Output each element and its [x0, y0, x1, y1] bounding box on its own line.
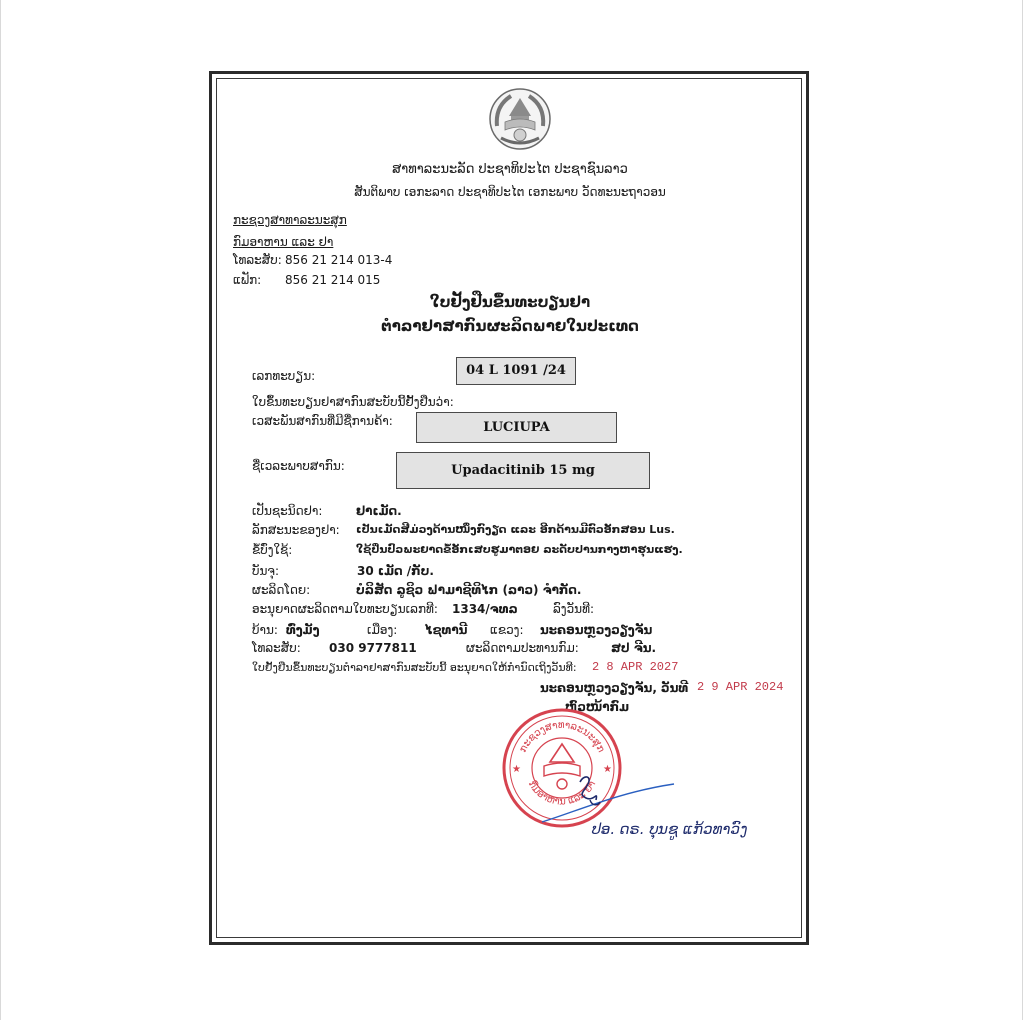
registration-number-label: ເລກທະບຽນ:: [252, 369, 316, 383]
indication-label: ຂໍ້ບົ່ງໃຊ້:: [252, 543, 293, 557]
country-line: ສາທາລະນະລັດ ປະຊາທິປະໄຕ ປະຊາຊົນລາວ: [392, 162, 628, 177]
village-value: ທົ່ງມັງ: [286, 623, 320, 637]
department-name: ກົມອາຫານ ແລະ ຢາ: [233, 235, 334, 249]
signer-name: ປອ. ດຣ. ບຸນຊູ ແກ້ວທາວົງ: [592, 820, 748, 838]
certify-text: ໃບຂຶ້ນທະບຽນຢາສາກົນສະບັບນີ້ຢັ້ງຢືນວ່າ:: [252, 395, 454, 409]
certificate-title-line2: ຕຳລາຢາສາກົນຜະລິດພາຍໃນປະເທດ: [381, 317, 639, 335]
origin-value: ສປ ຈີນ.: [611, 641, 657, 655]
form-value: ຢາເມັດ.: [356, 504, 402, 518]
license-value: 1334/ຈທລ: [452, 602, 518, 616]
province-label: ແຂວງ:: [490, 623, 524, 637]
pack-label: ບັນຈຸ:: [252, 564, 279, 578]
village-label: ບ້ານ:: [252, 623, 278, 637]
district-label: ເມືອງ:: [367, 623, 398, 637]
fax-label: ແຟັກ:: [233, 273, 262, 287]
pack-value: 30 ເມັດ /ກັບ.: [357, 564, 434, 578]
license-label: ອະນຸຍາດຜະລິດຕາມໃບທະບຽນເລກທີ:: [252, 602, 438, 616]
stamp-text-bottom: ກົມອາຫານ ແລະ ຢາ: [525, 779, 599, 808]
form-label: ເປັນຊະນິດຢາ:: [252, 504, 323, 518]
license-date-label: ລົງວັນທີ:: [553, 602, 594, 616]
trade-name-box: LUCIUPA: [416, 412, 617, 443]
validity-text: ໃບຢັ້ງຢືນຂຶ້ນທະບຽນຕຳລາຢາສາກົນສະບັບນີ້ ອະນຸຍາດໃຫ້ກຳນົດເຖິງວັນທີ:: [252, 661, 577, 674]
stamp-star-left-icon: ★: [512, 764, 521, 775]
signatory-role: ຫົວໜ້າກົມ: [565, 700, 630, 714]
registration-number-box: 04 L 1091 /24: [456, 357, 576, 385]
description-value: ເປັນເມັດສີມ່ວງດ້ານໜຶ່ງກົງຽດ ແລະ ອີກດ້ານມີຕົວອັກສອນ Lus.: [356, 523, 675, 536]
national-emblem-icon: [487, 86, 553, 152]
place-date-text: ນະຄອນຫຼວງວຽງຈັນ, ວັນທີ: [540, 681, 689, 695]
svg-text:ກະຊວງສາທາລະນະສຸກ: [518, 720, 607, 755]
generic-name-label: ຊື່ເວລະພາບສາກົນ:: [252, 459, 345, 473]
ministry-name: ກະຊວງສາທາລະນະສຸກ: [233, 213, 347, 227]
viewer-edge-left: [0, 0, 1, 1020]
stamp-star-right-icon: ★: [603, 764, 612, 775]
viewer-edge-right: [1022, 0, 1023, 1020]
manufacturer-label: ຜະລິດໂດຍ:: [252, 583, 311, 597]
manufacturer-value: ບໍລິສັດ ລູຊິວ ຟາມາຊີທິໄກ (ລາວ) ຈຳກັດ.: [356, 583, 582, 597]
province-value: ນະຄອນຫຼວງວຽງຈັນ: [540, 623, 653, 637]
tel-label: ໂທລະສັບ:: [252, 641, 301, 655]
phone-label: ໂທລະສັບ:: [233, 253, 282, 267]
trade-name-label: ເວສະພັນສາກົນທີ່ມີຊື່ການຄ້າ:: [252, 414, 393, 428]
description-label: ລັກສະນະຂອງຢາ:: [252, 523, 340, 537]
indication-value: ໃຊ້ປິ່ນປົວພະຍາດຂໍ້ອັກເສບຮູມາຕອຍ ລະດັບປານກາງຫາຮຸນແຮງ.: [356, 543, 683, 556]
certificate-title-line1: ໃບຢັ້ງຢືນຂຶ້ນທະບຽນຢາ: [429, 293, 591, 311]
tel-value: 030 9777811: [329, 641, 417, 655]
fax-value: 856 21 214 015: [285, 273, 381, 287]
generic-name-box: Upadacitinib 15 mg: [396, 452, 650, 489]
phone-value: 856 21 214 013-4: [285, 253, 393, 267]
issue-date: 2 9 APR 2024: [697, 680, 784, 694]
district-value: ໄຊທານີ: [425, 623, 468, 637]
stamp-text-top: ກະຊວງສາທາລະນະສຸກ: [517, 719, 607, 755]
origin-label: ຜະລິດຕາມປະທານກົມ:: [466, 641, 579, 655]
motto-line: ສັນຕິພາບ ເອກະລາດ ປະຊາທິປະໄຕ ເອກະພາບ ວັດທະນະຖາວອນ: [354, 185, 666, 199]
validity-date: 2 8 APR 2027: [592, 660, 679, 674]
